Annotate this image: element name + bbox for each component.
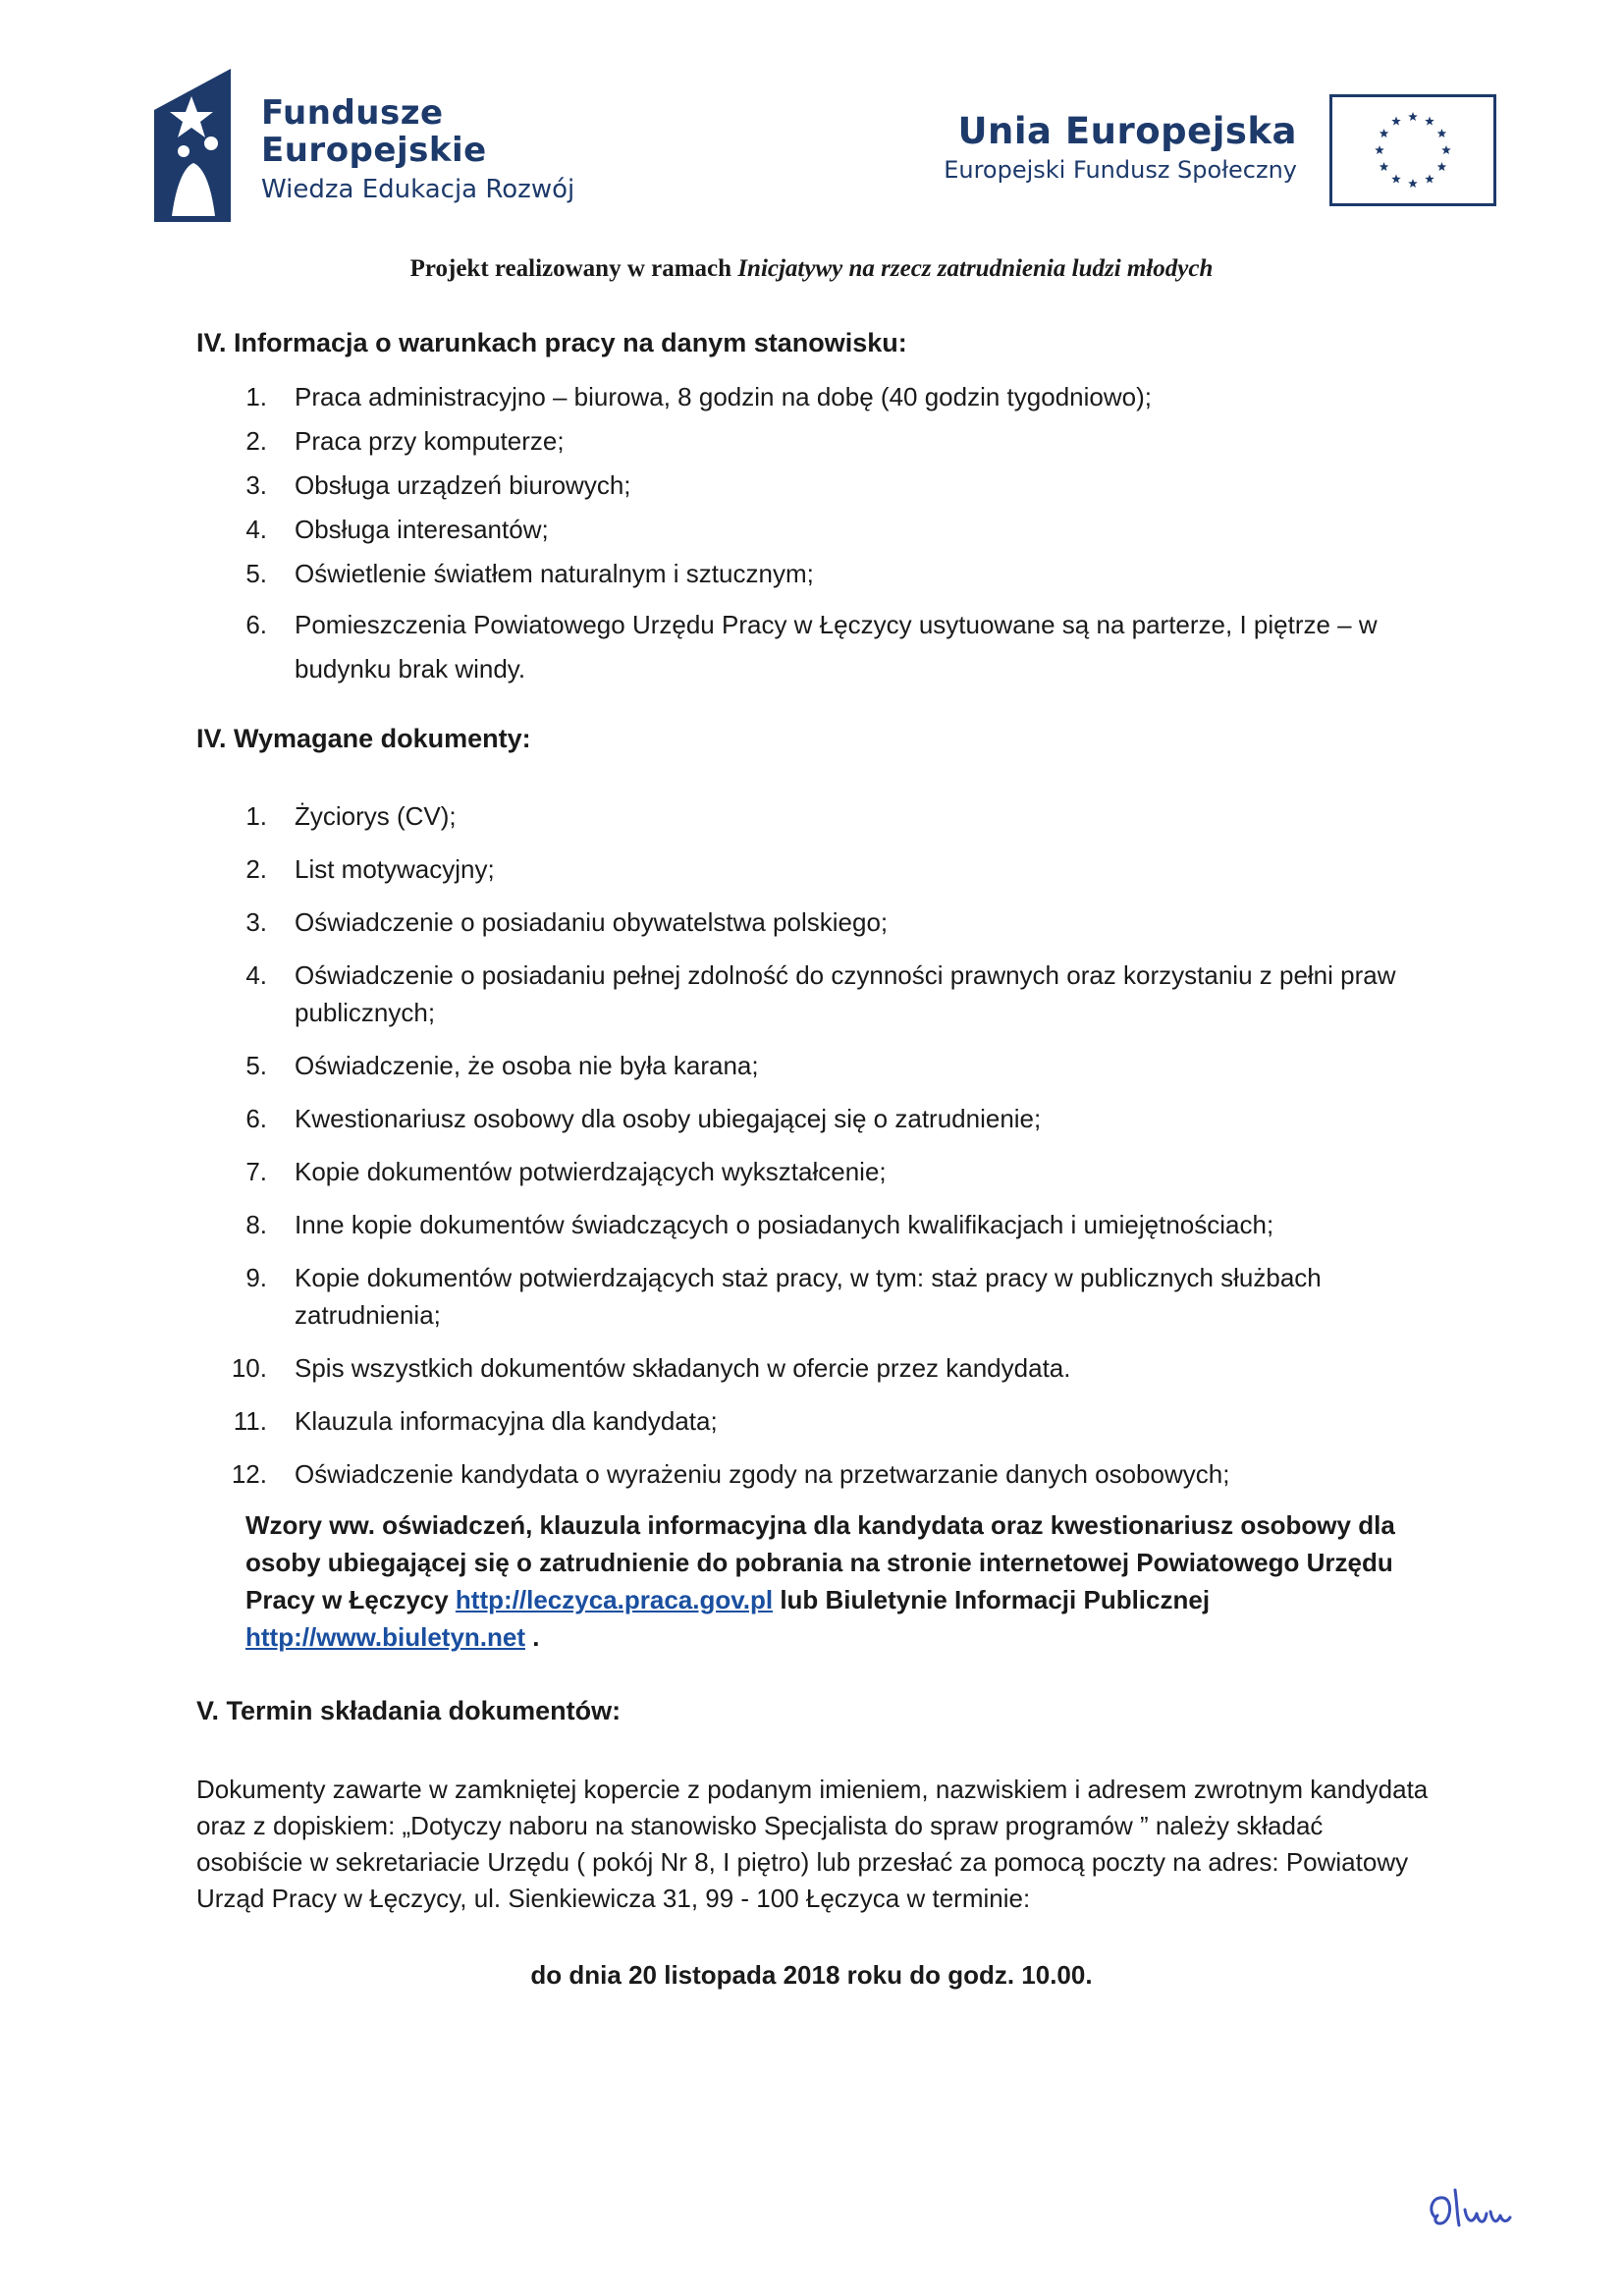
item-text: Kopie dokumentów potwierdzających wykształcenie; bbox=[295, 1157, 887, 1186]
list-item bbox=[196, 382, 1434, 426]
list-item bbox=[196, 797, 1434, 850]
fe-subtitle: Wiedza Edukacja Rozwój bbox=[261, 175, 575, 204]
list-item bbox=[196, 426, 1434, 470]
item-number: 8. bbox=[245, 1210, 267, 1239]
item-number: 7. bbox=[245, 1157, 267, 1186]
handwritten-signature-icon bbox=[1422, 2182, 1530, 2241]
item-number: 3. bbox=[245, 907, 267, 937]
eu-flag-icon bbox=[1329, 94, 1496, 206]
item-number: 4. bbox=[245, 960, 267, 990]
item-number: 2. bbox=[245, 854, 267, 884]
submission-paragraph: Dokumenty zawarte w zamkniętej kopercie z podanym imieniem, nazwiskiem i adresem zwrotnym kandydata oraz z dopiskiem: „Dotyczy naboru na stanowisko Specjalista do spraw programów ” należy składać osobiście w sekretariacie Urzędu ( pokój Nr 8, I piętro) lub przesłać za pomocą poczty na adres: Powiatowy Urząd Pracy w Łęczycy, ul. Sienkiewicza 31, 99 - 100 Łęczyca w terminie: bbox=[196, 1775, 1429, 1913]
item-text: Oświetlenie światłem naturalnym i sztucznym; bbox=[295, 559, 814, 588]
list-item bbox=[196, 1402, 1434, 1455]
item-number: 1. bbox=[245, 801, 267, 831]
item-text: Życiorys (CV); bbox=[295, 801, 457, 831]
list-item bbox=[196, 603, 1434, 691]
list-item bbox=[196, 1153, 1434, 1206]
leczyca-praca-link[interactable]: http://leczyca.praca.gov.pl bbox=[455, 1585, 774, 1614]
item-number: 6. bbox=[245, 1104, 267, 1133]
item-text: Inne kopie dokumentów świadczących o posiadanych kwalifikacjach i umiejętnościach; bbox=[295, 1210, 1274, 1239]
list-item bbox=[196, 850, 1434, 903]
item-number: 12. bbox=[231, 1459, 267, 1489]
project-prefix: Projekt realizowany w ramach bbox=[409, 255, 738, 282]
item-number: 10. bbox=[231, 1353, 267, 1383]
list-item bbox=[196, 1455, 1434, 1503]
templates-notice bbox=[245, 1506, 1443, 1656]
item-number: 1. bbox=[245, 382, 267, 411]
item-text: Kwestionariusz osobowy dla osoby ubiegającej się o zatrudnienie; bbox=[295, 1104, 1042, 1133]
item-number: 4. bbox=[245, 515, 267, 544]
deadline-date: do dnia 20 listopada 2018 roku do godz. 10.00. bbox=[530, 1960, 1093, 1990]
item-number: 5. bbox=[245, 559, 267, 588]
item-text: Praca przy komputerze; bbox=[295, 426, 565, 456]
fundusze-europejskie-logo-icon bbox=[154, 69, 231, 222]
biuletyn-link[interactable]: http://www.biuletyn.net bbox=[245, 1622, 526, 1652]
list-item bbox=[196, 515, 1434, 559]
section-docs-heading: IV. Wymagane dokumenty: bbox=[196, 724, 531, 753]
fe-logo-text bbox=[261, 94, 574, 206]
section-deadline-heading: V. Termin składania dokumentów: bbox=[196, 1696, 622, 1725]
eu-logo-text bbox=[944, 110, 1297, 187]
item-text: List motywacyjny; bbox=[295, 854, 495, 884]
project-initiative: Inicjatywy na rzecz zatrudnienia ludzi młodych bbox=[737, 255, 1214, 282]
required-documents-list bbox=[196, 797, 1434, 1503]
list-item bbox=[196, 1206, 1434, 1259]
list-item bbox=[196, 903, 1434, 957]
item-text: Obsługa interesantów; bbox=[295, 515, 549, 544]
notice-text: Wzory ww. oświadczeń, klauzula informacyjna dla kandydata oraz kwestionariusz osobowy dla osoby ubiegającej się o zatrudnienie do pobrania na stronie internetowej Powiatowego Urzędu Pracy w Łęczycy bbox=[245, 1510, 1395, 1614]
eu-title: Unia Europejska bbox=[957, 110, 1297, 152]
list-item bbox=[196, 1047, 1434, 1100]
item-text: Oświadczenie kandydata o wyrażeniu zgody na przetwarzanie danych osobowych; bbox=[295, 1459, 1230, 1489]
item-number: 5. bbox=[245, 1051, 267, 1080]
item-number: 3. bbox=[245, 470, 267, 500]
list-item bbox=[196, 559, 1434, 603]
item-text: Oświadczenie, że osoba nie była karana; bbox=[295, 1051, 759, 1080]
work-conditions-list bbox=[196, 382, 1434, 691]
item-text: Spis wszystkich dokumentów składanych w ofercie przez kandydata. bbox=[295, 1353, 1071, 1383]
item-text: Klauzula informacyjna dla kandydata; bbox=[295, 1406, 718, 1436]
item-text: Kopie dokumentów potwierdzających staż pracy, w tym: staż pracy w publicznych służbach zatrudnienia; bbox=[295, 1263, 1322, 1330]
section-work-heading: IV. Informacja o warunkach pracy na danym stanowisku: bbox=[196, 328, 907, 357]
list-item bbox=[196, 470, 1434, 515]
item-text: Oświadczenie o posiadaniu obywatelstwa polskiego; bbox=[295, 907, 889, 937]
item-text: Oświadczenie o posiadaniu pełnej zdolność do czynności prawnych oraz korzystaniu z pełni praw publicznych; bbox=[295, 960, 1396, 1027]
fe-title-line1: Fundusze bbox=[261, 93, 444, 133]
item-number: 2. bbox=[245, 426, 267, 456]
project-line bbox=[0, 255, 1623, 283]
item-number: 6. bbox=[245, 610, 267, 639]
fe-title-line2: Europejskie bbox=[261, 131, 487, 170]
item-number: 11. bbox=[233, 1406, 267, 1436]
list-item bbox=[196, 957, 1434, 1047]
list-item bbox=[196, 1259, 1434, 1349]
list-item bbox=[196, 1349, 1434, 1402]
eu-subtitle: Europejski Fundusz Społeczny bbox=[944, 156, 1297, 184]
item-text: Praca administracyjno – biurowa, 8 godzin na dobę (40 godzin tygodniowo); bbox=[295, 382, 1152, 411]
list-item bbox=[196, 1100, 1434, 1153]
item-text: Pomieszczenia Powiatowego Urzędu Pracy w Łęczycy usytuowane są na parterze, I piętrze – w budynku brak windy. bbox=[295, 610, 1378, 683]
item-text: Obsługa urządzeń biurowych; bbox=[295, 470, 631, 500]
notice-text-2: lub Biuletynie Informacji Publicznej bbox=[773, 1585, 1211, 1614]
notice-end: . bbox=[525, 1622, 540, 1652]
item-number: 9. bbox=[245, 1263, 267, 1292]
